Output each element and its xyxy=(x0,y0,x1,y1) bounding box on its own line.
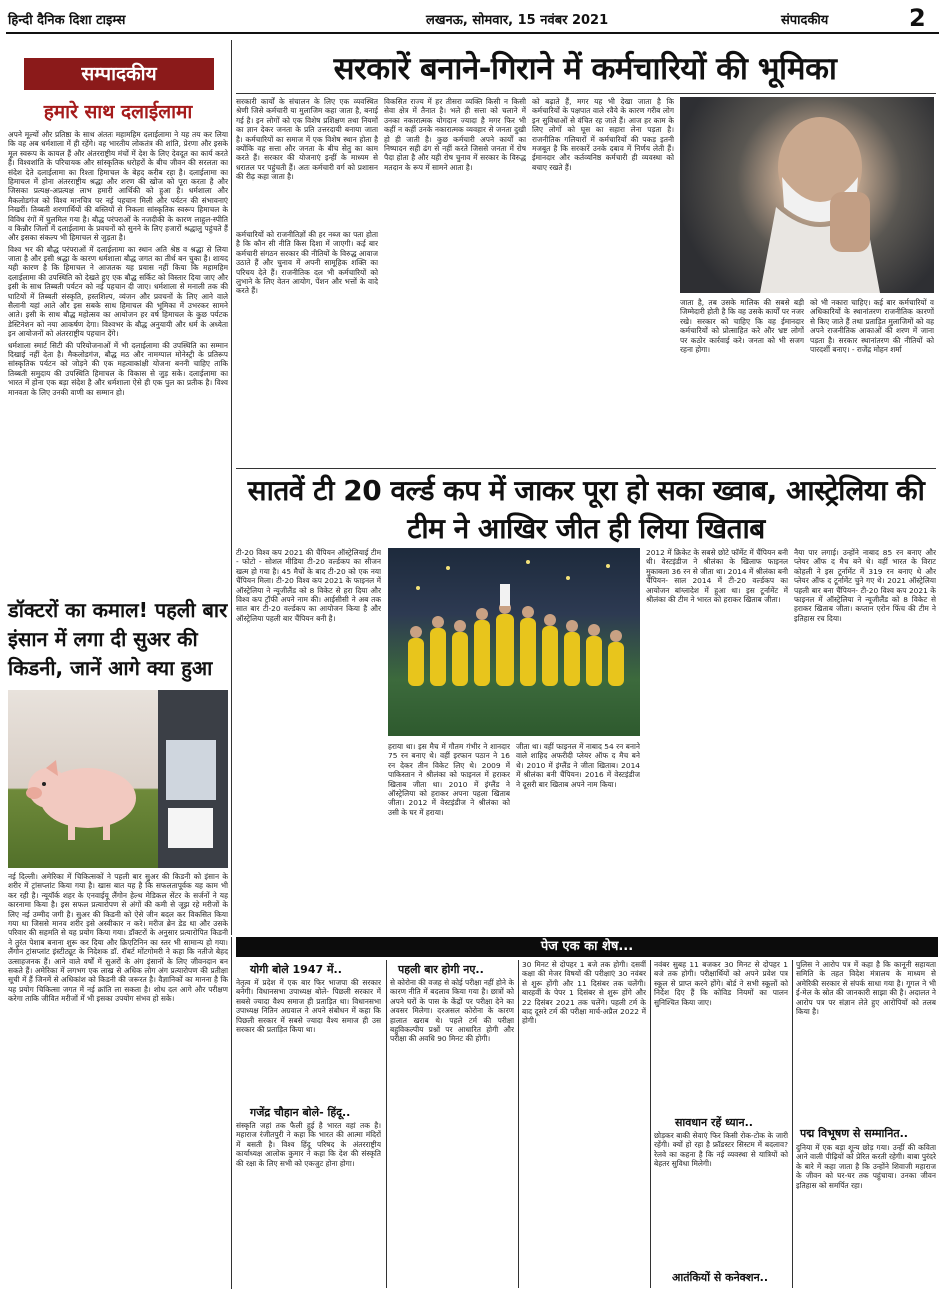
pig-illustration xyxy=(8,690,228,868)
column-rule xyxy=(386,960,387,1288)
dateline: लखनऊ, सोमवार, 15 नवंबर 2021 xyxy=(426,13,609,28)
continued-title: गजेंद्र चौहान बोले- हिंदू.. xyxy=(250,1106,351,1119)
masthead xyxy=(6,4,939,34)
editorial-body xyxy=(8,130,228,465)
health-headline: डॉक्टरों का कमाल! पहली बार इंसान में लगा दी सुअर की किडनी, जानें आगे क्या हुआ xyxy=(8,598,228,680)
column-rule xyxy=(792,960,793,1288)
lead-body-column: को बढ़ाते हैं, मगर यह भी देखा जाता है कि कर्मचारियों के पक्षपात वाले रवैये के कारण गरीब लोग इन सुविधाओं से वंचित रह जाते हैं। आज हर काम के लिए लोगों को घूस का सहारा लेना पड़ता है। राजनीतिक गलियारों में कर्मचारियों की पकड़ इतनी मजबूत है कि सरकारें उनके दबाव में निर्णय लेती हैं। ईमानदार और कर्तव्यनिष्ठ कर्मचारी ही व्यवस्था को बचाए रखते हैं। xyxy=(532,97,674,172)
lead-body-column: विकसित राज्य में हर तीसरा व्यक्ति किसी न किसी सेवा क्षेत्र में तैनात है। भले ही सत्ता को चलाने में उनका नकारात्मक योगदान ज्यादा है मगर फिर भी कहीं न कहीं उनके नकारात्मक व्यवहार से जनता दुखी हो ही जाती है। कुछ कर्मचारी अपने कार्यों का निष्पादन सही ढंग से नहीं करते जिससे जनता में रोष पैदा होता है और यही रोष चुनाव में सरकार के विरुद्ध मतदान के रूप में सामने आता है। xyxy=(384,97,526,172)
continued-body: नवंबर सुबह 11 बजकर 30 मिनट से दोपहर 1 बजे तक होगी। परीक्षार्थियों को अपने प्रवेश पत्र स्कूल से प्राप्त करने होंगे। बोर्ड ने सभी स्कूलों को निर्देश दिए हैं कि कोविड नियमों का पालन सुनिश्चित किया जाए। xyxy=(654,960,788,1007)
continued-body: से कोरोना की वजह से कोई परीक्षा नहीं होने के कारण नीति में बदलाव किया गया है। छात्रों को अपने घरों के पास के केंद्रों पर परीक्षा देने का अवसर मिलेगा। दरअसल कोरोना के कारण हालात खराब थे। पहले टर्म की परीक्षा बहुविकल्पीय प्रश्नों पर आधारित होगी और परीक्षा की अवधि 90 मिनट की होगी। xyxy=(390,978,514,1044)
celebration-illustration xyxy=(388,548,640,736)
editorial-headline: हमारे साथ दलाईलामा xyxy=(43,101,193,123)
continued-title: पहली बार होगी नए.. xyxy=(398,963,484,976)
continued-body: 30 मिनट से दोपहर 1 बजे तक होगी। दसवीं कक्षा की मेजर विषयों की परीक्षाएं 30 नवंबर से शुरू होंगी और 11 दिसंबर तक चलेंगी। बारहवीं के पेपर 1 दिसंबर से शुरू होंगे और 22 दिसंबर 2021 तक चलेंगे। पहली टर्म के बाद दूसरे टर्म की परीक्षा मार्च-अप्रैल 2022 में होगी। xyxy=(522,960,646,1026)
continued-body: पुलिस ने आरोप पत्र में कहा है कि कानूनी सहायता समिति के तहत विदेश मंत्रालय के माध्यम से अमेरिकी सरकार से संपर्क साधा गया है। गूगल ने भी ई-मेल के स्रोत की जानकारी साझा की है। अदालत ने आरोप पत्र पर संज्ञान लेते हुए आरोपियों को तलब किया है। xyxy=(796,960,936,1016)
editorial-paragraph: धर्मशाला स्मार्ट सिटी की परियोजनाओं में भी दलाईलामा की उपस्थिति का सम्मान दिखाई नहीं देता है। मैकलोडगंज, बौद्ध मठ और नामग्याल मोनेस्ट्री के प्रतिरूप सांस्कृतिक पर्यटन को जोड़ने की एक महत्वाकांक्षी योजना बननी चाहिए ताकि तिब्बती समुदाय की उपस्थिति हिमाचल के विकास से जुड़ सके। दलाईलामा का भारत में होना एक बड़ा संदेश है और धर्मशाला ऐसे ही एक पुल का प्रतीक है। विश्व मानवता के लिए उनकी वाणी का सम्मान हो। xyxy=(8,340,228,397)
page-number: 2 xyxy=(909,4,926,32)
lead-body-column: जाता है, तब उसके मालिक की सबसे बड़ी जिम्मेदारी होती है कि वह उसके कार्यों पर नजर रखे। सरकार को चाहिए कि वह ईमानदार कर्मचारियों को प्रोत्साहित करे और भ्रष्ट लोगों पर कठोर कार्रवाई करे। जनता को भी सजग रहना होगा। xyxy=(680,298,804,354)
editorial-paragraph: विश्व भर की बौद्ध परंपराओं में दलाईलामा का स्थान अति श्रेष्ठ व श्रद्धा से लिया जाता है और इसी श्रद्धा के कारण धर्मशाला बौद्ध जगत का तीर्थ बन चुका है। शायद यही कारण है कि हिमाचल ने आजतक यह प्रयास नहीं किया कि महामहिम दलाईलामा की उपस्थिति को देखते हुए एक बौद्ध सर्किट को विस्तार दिया जाए और इसी के साथ तिब्बती पर्यटन को नई पहचान दी जाए। धर्मशाला से मनाली तक की घाटियों में तिब्बती संस्कृति, हस्तशिल्प, व्यंजन और प्रवचनों के लिए आने वाले सैलानी यहां आते और इस सबके साथ हिमाचल की भूमिका में उभरकर सामने आते। इसी के साथ बौद्ध महोत्सव का आयोजन हर वर्ष हिमाचल के कुछ पर्यटक डेस्टिनेशन को नया आकर्षण देगा। विश्वभर के बौद्ध अनुयायी और धर्म के अध्येता इन आयोजनों को अंतरराष्ट्रीय पहचान देंगे। xyxy=(8,244,228,339)
health-body: नई दिल्ली। अमेरिका में चिकित्सकों ने पहली बार सुअर की किडनी को इंसान के शरीर में ट्रांसप्लांट किया गया है। खास बात यह है कि सफलतापूर्वक यह काम भी कर रही है। न्यूयॉर्क शहर के एनवाईयू लैंगोन हेल्थ मेडिकल सेंटर के सर्जनों ने यह कारनामा किया है। इस सफल प्रत्यारोपण से अंगों की कमी से जूझ रहे मरीजों के लिए नई उम्मीद जगी है। सुअर की किडनी को ऐसे जीन बदल कर विकसित किया गया था जिससे मानव शरीर इसे अस्वीकार न करे। मरीज ब्रेन डेड था और उसके परिवार की सहमति से यह प्रयोग किया गया। डॉक्टरों के अनुसार प्रत्यारोपित किडनी ने तुरंत पेशाब बनाना शुरू कर दिया और क्रिएटिनिन का स्तर भी सामान्य हो गया। लैंगोन ट्रांसप्लांट इंस्टीट्यूट के निदेशक डॉ. रॉबर्ट मोंटगोमरी ने कहा कि नतीजे बेहद उत्साहजनक हैं। आने वाले वर्षों में सुअरों के अंग इंसानों के लिए जीवनदान बन सकते हैं। अमेरिका में लगभग एक लाख से अधिक लोग अंग प्रत्यारोपण की प्रतीक्षा सूची में हैं जिनमें से अधिकांश को किडनी की जरूरत है। वैज्ञानिकों का मानना है कि यह प्रयोग चिकित्सा जगत में नई क्रांति ला सकता है। शोध दल आगे और परीक्षण करेगा ताकि जीवित मरीजों में भी इसका उपयोग संभव हो सके। xyxy=(8,872,228,1004)
divider xyxy=(236,468,936,469)
lead-body-column: को भी नकारा चाहिए। कई बार कर्मचारियों व अधिकारियों के स्थानांतरण राजनीतिक कारणों से किए जाते हैं तथा प्रताड़ित मुलाजिमों को वह अपने राजनीतिक आकाओं की शरण में जाना पड़ता है। सरकार स्थानांतरण की नीतियों को पारदर्शी बनाए। - राजेंद्र मोहन शर्मा xyxy=(810,298,934,354)
team-celebration-photo xyxy=(388,548,640,736)
column-rule xyxy=(231,40,232,935)
continued-title: सावधान रहें ध्यान.. xyxy=(675,1116,753,1129)
continued-body: नेतृत्व में प्रदेश में एक बार फिर भाजपा की सरकार बनेगी। विधानसभा उपाध्यक्ष बोले- पिछली सरकार में सबसे ज्यादा वैश्य समाज ही प्रताड़ित था। विधानसभा उपाध्यक्ष नितिन अग्रवाल ने अपने संबोधन में कहा कि पिछली सरकार में सबसे ज्यादा वैश्य समाज ही उस सरकार की प्रताड़ित किया था। xyxy=(236,978,381,1034)
sports-body-column: टी-20 विश्व कप 2021 की चैंपियन ऑस्ट्रेलियाई टीम - फोटो - सोशल मीडिया टी-20 वर्ल्डकप का सीजन खत्म हो गया है। 45 मैचों के बाद टी-20 को एक नया चैंपियन मिला। टी-20 विश्व कप 2021 के फाइनल में ऑस्ट्रेलिया ने न्यूजीलैंड को 8 विकेट से हरा दिया और विश्व कप ट्रॉफी अपने नाम की। आईसीसी ने अब तक सात बार टी-20 वर्ल्डकप का आयोजन किया है और ऑस्ट्रेलिया पहली बार चैंपियन बनी है। xyxy=(236,548,381,623)
sports-headline: सातवें टी 20 वर्ल्ड कप में जाकर पूरा हो सका ख्वाब, आस्ट्रेलिया की टीम ने आखिर जीत ही लिया खिताब xyxy=(247,474,925,545)
lead-headline: सरकारें बनाने-गिराने में कर्मचारियों की भूमिका xyxy=(333,51,837,87)
editorial-paragraph: अपने मूल्यों और प्रतिष्ठा के साथ अंततः महामहिम दलाईलामा ने यह तय कर लिया कि वह अब धर्मशाला में ही रहेंगे। वह भारतीय लोकतंत्र की शांति, प्रेरणा और इसके मूल स्वरूप के कायल हैं और अंतरराष्ट्रीय मंचों में देश के लिए देवदूत का कार्य करते हैं। विश्वशांति के परिचायक और सांस्कृतिक धरोहरों के बीच जीवन की सरलता का संदेश देते दलाईलामा का रिश्ता हिमाचल के बेहद करीब रहा है। दलाईलामा का हिमाचल में होना अंतरराष्ट्रीय श्रद्धा और शरण की खोज को पूरा करता है और जिसका प्रत्यक्ष-अप्रत्यक्ष लाभ हमारी आर्थिकी को हुआ है। धर्मशाला और मैकलोडगंज को विश्व मानचित्र पर नई पहचान मिली और पर्यटन की संभावनाएं निखरीं। तिब्बती शरणार्थियों की बस्तियों से निकला सांस्कृतिक स्वरूप हिमाचल के विविध रंगों में घुलमिल गया है। बौद्ध परंपराओं के नजदीकी के कारण लाहुल-स्पीति व किन्नौर जिलों में दलाईलामा के प्रवचनों को सुनने के लिए हजारों श्रद्धालु पहुंचते हैं और इसका संकल्प भी हिमाचल से जुड़ता है। xyxy=(8,130,228,243)
sports-body-column: जीता था। वहीं फाइनल में नाबाद 54 रन बनाने वाले शाहिद अफरीदी प्लेयर ऑफ द मैच बने थे। 2010 में इंग्लैंड ने जीता खिताब। 2014 में श्रीलंका बनी चैंपियन। 2016 में वेस्टइंडीज ने दूसरी बार खिताब अपने नाम किया। xyxy=(516,742,640,789)
divider xyxy=(236,93,936,94)
continued-title: पद्म विभूषण से सम्मानित.. xyxy=(800,1127,908,1140)
portrait-illustration xyxy=(680,97,934,293)
lead-body-column: सरकारी कार्यों के संचालन के लिए एक व्यवस्थित श्रेणी जिसे कर्मचारी या मुलाजिम कहा जाता है, बनाई गई है। इन लोगों को एक विशेष प्रशिक्षण तथा नियमों का ज्ञान देकर जनता के प्रति उत्तरदायी बनाया जाता है। कर्मचारियों का समाज में एक विशेष स्थान होता है क्योंकि वह सत्ता और जनता के बीच सेतु का काम करते हैं। सरकार की योजनाएं इन्हीं के माध्यम से धरातल पर पहुंचती हैं। अतः कर्मचारी वर्ग को प्रशासन की रीढ़ कहा जाता है। xyxy=(236,97,378,182)
column-rule xyxy=(231,937,232,1289)
pig-photo xyxy=(8,690,228,868)
sports-body-column: 2012 में क्रिकेट के सबसे छोटे फॉर्मेट में चैंपियन बनी थी। वेस्टइंडीज ने श्रीलंका के खिलाफ फाइनल मुकाबला 36 रन से जीता था। 2014 में श्रीलंका बनी चैंपियन- साल 2014 में टी-20 वर्ल्डकप का आयोजन बांग्लादेश में हुआ था। इस टूर्नामेंट में श्रीलंका की टीम ने भारत को हराकर खिताब जीता। xyxy=(646,548,788,604)
lead-body-column: कर्मचारियों को राजनीतिज्ञों की हर नब्ज का पता होता है कि कौन सी नीति किस दिशा में जाएगी। कई बार कर्मचारी संगठन सरकार की नीतियों के विरुद्ध आवाज उठाते हैं और चुनाव में अपनी सामूहिक शक्ति का परिचय देते हैं। राजनीतिक दल भी कर्मचारियों को लुभाने के लिए वेतन आयोग, पेंशन और भत्तों के वादे करते हैं। xyxy=(236,230,378,465)
editorial-label: सम्पादकीय xyxy=(24,58,214,90)
column-rule xyxy=(518,960,519,1288)
continued-title: योगी बोले 1947 में.. xyxy=(250,963,342,976)
sports-body-column: नैया पार लगाई। उन्होंने नाबाद 85 रन बनाए और प्लेयर ऑफ द मैच बने थे। वहीं भारत के विराट कोहली ने इस टूर्नामेंट में 319 रन बनाए थे और प्लेयर ऑफ द टूर्नामेंट चुने गए थे। 2021 ऑस्ट्रेलिया पहली बार बना चैंपियन- टी-20 विश्व कप 2021 के फाइनल में ऑस्ट्रेलिया ने न्यूजीलैंड को 8 विकेट से हराकर खिताब जीता। कप्तान एरोन फिंच की टीम ने इतिहास रच दिया। xyxy=(794,548,936,623)
paper-name: हिन्दी दैनिक दिशा टाइम्स xyxy=(8,13,126,28)
continued-body: छोड़कर बाकी सेवाएं फिर किसी रोक-टोक के जारी रहेंगी। क्यों हो रहा है फ्रॉडस्टर सिस्टम में बदलाव? रेलवे का कहना है कि नई व्यवस्था से यात्रियों को बेहतर सुविधा मिलेगी। xyxy=(654,1131,788,1169)
pm-photo xyxy=(680,97,934,293)
continued-body: दुनिया में एक बड़ा शून्य छोड़ गया। उन्हीं की कविता आने वाली पीढ़ियों को प्रेरित करती रहेगी। बाबा पुरंदरे के बारे में कहा जाता है कि उन्होंने शिवाजी महाराज के जीवन को घर-घर तक पहुंचाया। उनका जीवन इतिहास को समर्पित रहा। xyxy=(796,1143,936,1190)
continued-body: संस्कृति जहां तक फैली हुई है भारत वहां तक है। महाराज रंजीतपुरी ने कहा कि भारत की आत्मा मंदिरों में बसती है। विश्व हिंदू परिषद के अंतरराष्ट्रीय कार्याध्यक्ष आलोक कुमार ने कहा कि देश की संस्कृति की रक्षा के लिए सभी को एकजुट होना होगा। xyxy=(236,1121,381,1168)
continued-strip: पेज एक का शेष... xyxy=(236,937,938,957)
column-rule xyxy=(650,960,651,1288)
sports-body-column: हराया था। इस मैच में गौतम गंभीर ने शानदार 75 रन बनाए थे। वहीं इरफान पठान ने 16 रन देकर तीन विकेट लिए थे। 2009 में पाकिस्तान ने श्रीलंका को फाइनल में हराकर खिताब जीता था। 2010 में इंग्लैंड ने ऑस्ट्रेलिया को हराकर अपना पहला खिताब जीता। 2012 में वेस्टइंडीज ने श्रीलंका को उसी के घर में हराया। xyxy=(388,742,510,817)
continued-title: आतंकियों से कनेक्शन.. xyxy=(672,1271,769,1284)
section-name: संपादकीय xyxy=(781,13,829,28)
